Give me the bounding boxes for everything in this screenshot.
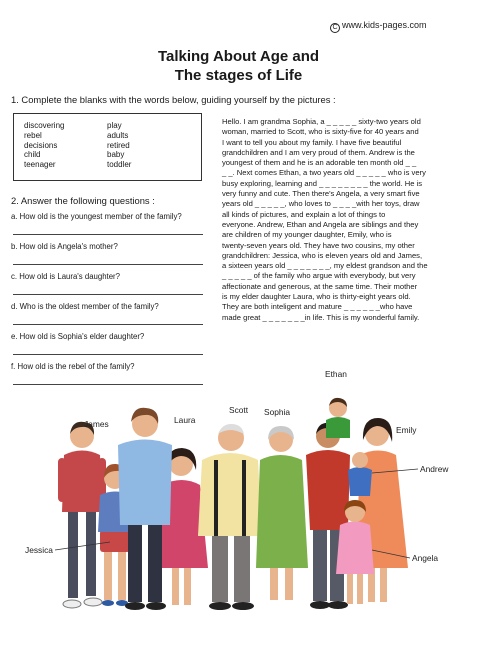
word-bank-item: baby [107,150,125,160]
section-1-instruction: 1. Complete the blanks with the words below, guiding yourself by the pictures : [11,94,336,105]
question-item [11,302,204,332]
figure-james [58,422,106,608]
story-line: woman, married to Scott, who is sixty-five for 40 years and [222,127,419,137]
question-item [11,332,204,362]
story-line: Hello. I am grandma Sophia, a _ _ _ _ _ sixty-two years old [222,117,421,126]
label-scott: Scott [229,405,249,415]
label-andrew: Andrew [420,464,449,474]
label-sophia: Sophia [264,407,291,417]
story-line: are children of my younger daughter, Emily, who is [222,230,392,240]
word-bank-item: discovering [24,121,65,130]
story-line: made great _ _ _ _ _ _ _in life. This is my wonderful family. [222,312,420,322]
word-bank-item: child [24,150,41,160]
story-line: years old _ _ _ _ _, who loves to _ _ _ _with her toys, draw [222,199,420,209]
story-line: They are both inteligent and mature _ _ _ _ _ _who have [222,302,413,312]
word-bank-item: teenager [24,160,56,170]
story-line: _ _. Next comes Ethan, a two years old _ _ _ _ _ who is very [222,168,426,178]
figure-scott [198,424,262,610]
copyright-icon: C [330,23,340,33]
word-bank-item: play [107,121,122,130]
figure-sophia [256,426,308,600]
answer-line[interactable] [13,294,203,295]
label-jessica: Jessica [25,545,53,555]
word-bank-item: retired [107,140,130,150]
figure-ethan [326,398,350,438]
question-text: b. How old is Angela's mother? [11,242,118,251]
story-line: is my elder daughter Laura, who is thirty-eight years old. [222,292,411,302]
word-bank-item: adults [107,130,129,140]
answer-line[interactable] [13,354,203,355]
family-illustration-svg [0,360,477,640]
answer-line[interactable] [13,264,203,265]
question-text: a. How old is the youngest member of the family? [11,212,182,221]
word-bank [13,113,202,181]
question-item [11,242,204,272]
story-line: _ _ _ _ _ of the family who argue with everybody, but very [222,271,416,281]
label-ethan: Ethan [325,369,347,379]
word-bank-column-2 [107,121,131,180]
question-item [11,272,204,302]
page-title-line-1: Talking About Age and [157,48,320,65]
answer-line[interactable] [13,324,203,325]
word-bank-column-1 [24,121,107,180]
story-line: grandchildren and I am very proud of them. Andrew is the [222,147,415,157]
page-title-line-2: The stages of Life [174,67,303,84]
copyright-text: www.kids-pages.com [342,20,427,30]
label-angela: Angela [412,553,439,563]
story-paragraph [222,117,470,323]
story-line: busy exploring, learning and _ _ _ _ _ _ _ _ the world. He is [222,178,423,188]
story-line: youngest of them and he is an adorable ten month old _ _ [222,158,417,168]
question-item [11,212,204,242]
story-line: very funny and cute. Then there's Angela, a very smart five [222,189,420,199]
word-bank-item: decisions [24,140,58,150]
word-bank-item: rebel [24,130,42,140]
section-2-instruction: 2. Answer the following questions : [11,195,155,206]
story-line: everyone. Andrew, Ethan and Angela are siblings and they [222,219,419,229]
figure-father [118,408,172,610]
label-laura: Laura [174,415,196,425]
story-line: all kinds of pictures, and explain a lot of things to [222,209,386,219]
question-text: e. How old is Sophia's elder daughter? [11,332,145,341]
label-emily: Emily [396,425,417,435]
story-line: grandchildren: Jessica, who is eleven years old and James, [222,250,423,260]
question-text: c. How old is Laura's daughter? [11,272,120,281]
question-text: f. How old is the rebel of the family? [11,362,135,371]
story-line: affectionate and generous, at the same time. Their mother [222,281,418,291]
copyright-notice [330,20,427,33]
story-line: a sixteen years old _ _ _ _ _ _ _, my eldest grandson and the [222,261,428,271]
family-illustration [0,360,477,640]
answer-line[interactable] [13,234,203,235]
question-text: d. Who is the oldest member of the family? [11,302,159,311]
story-line: I want to tell you about my family. I have five beautiful [222,137,402,147]
story-line: twenty-seven years old. They have two cousins, my other [222,240,415,250]
label-james: James [84,419,109,429]
word-bank-item: toddler [107,160,132,170]
figure-father-2 [306,423,350,609]
